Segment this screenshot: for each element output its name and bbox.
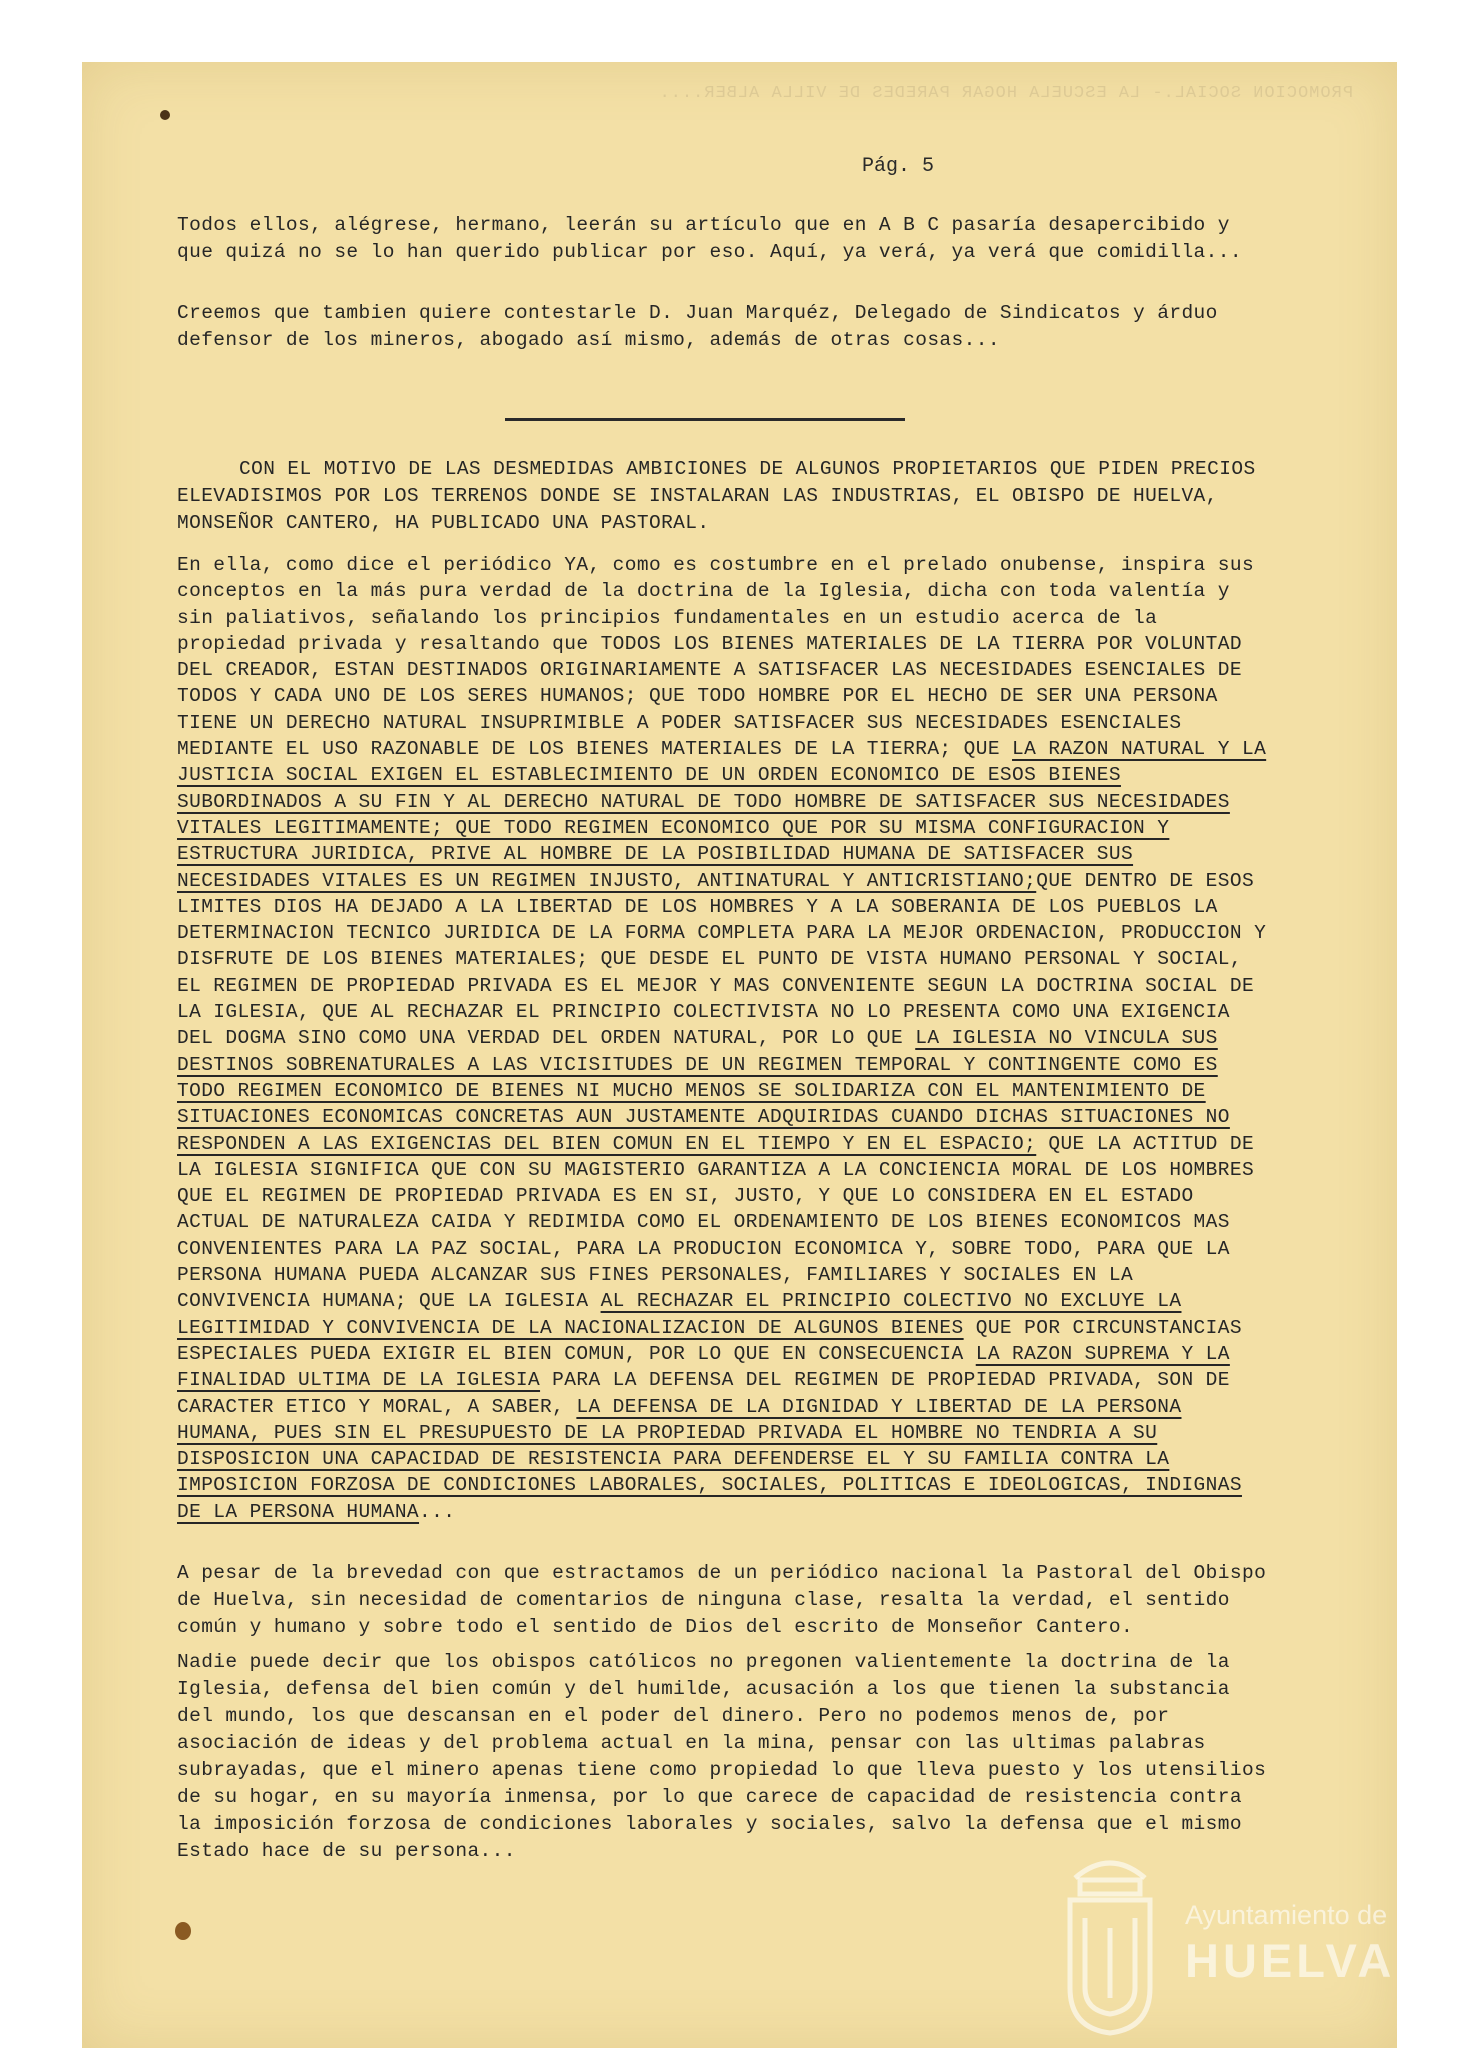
underlined-segment: LA IGLESIA NO VINCULA SUS DESTINOS SOBRENATURALES A LAS VICISITUDES DE UN REGIMEN TEMPORAL Y CONTINGENTE COMO ES TODO REGIMEN ECONOMICO DE BIENES NI MUCHO MENOS SE SOLIDARIZA CON EL MANTENIMIENTO DE SITUACIONES ECONOMICAS CONCRETAS AUN JUSTAMENTE ADQUIRIDAS CUANDO DICHAS SITUACIONES NO RESPONDEN A LAS EXIGENCIAS DEL BIEN COMUN EN EL TIEMPO Y EN EL ESPACIO; bbox=[177, 1027, 1230, 1155]
underlined-segment: LA RAZON NATURAL Y LA JUSTICIA SOCIAL EXIGEN EL ESTABLECIMIENTO DE UN ORDEN ECONOMICO DE ESOS BIENES SUBORDINADOS A SU FIN Y AL DERECHO NATURAL DE TODO HOMBRE DE SATISFACER SUS NECESIDADES VITALES LEGITIMAMENTE; QUE TODO REGIMEN ECONOMICO QUE POR SU MISMA CONFIGURACION Y ESTRUCTURA JURIDICA, PRIVE AL HOMBRE DE LA POSIBILIDAD HUMANA DE SATISFACER SUS NECESIDADES VITALES ES UN REGIMEN INJUSTO, ANTINATURAL Y ANTICRISTIANO; bbox=[177, 738, 1267, 892]
paragraph-text: Creemos que tambien quiere contestarle D. Juan Marquéz, Delegado de Sindicatos y árduo defensor de los mineros, abogado así mismo, además de otras cosas... bbox=[177, 302, 1218, 351]
quote-segment: QUE LA ACTITUD DE LA IGLESIA SIGNIFICA QUE CON SU MAGISTERIO GARANTIZA A LA CONCIENCIA MORAL DE LOS HOMBRES QUE EL REGIMEN DE PROPIEDAD PRIVADA ES EN SI, JUSTO, Y QUE LO CONSIDERA EN EL ESTADO ACTUAL DE NATURALEZA CAIDA Y REDIMIDA COMO EL ORDENAMIENTO DE LOS BIENES ECONOMICOS MAS CONVENIENTES PARA LA PAZ SOCIAL, PARA LA PRODUCION ECONOMICA Y, SOBRE TODO, PARA QUE LA PERSONA HUMANA PUEDA ALCANZAR SUS FINES PERSONALES, FAMILIARES Y SOCIALES EN LA CONVIVENCIA HUMANA; QUE LA IGLESIA bbox=[177, 1132, 1255, 1313]
paragraph-text: Todos ellos, alégrese, hermano, leerán su artículo que en A B C pasaría desapercibido y que quizá no se lo han querido publicar por eso. Aquí, ya verá, ya verá que comidilla... bbox=[177, 214, 1242, 263]
underlined-segment: LA RAZON SUPREMA Y LA FINALIDAD ULTIMA DE LA IGLESIA bbox=[177, 1342, 1230, 1392]
huelva-coat-of-arms-icon bbox=[1055, 1838, 1165, 2038]
paragraph-pastoral-quote bbox=[177, 552, 1267, 1525]
paragraph-text: A pesar de la brevedad con que estractamos de un periódico nacional la Pastoral del Obispo de Huelva, sin necesidad de comentarios de ninguna clase, resalta la verdad, el sentido común y humano y sobre todo el sentido de Dios del escrito de Monseñor Cantero. bbox=[177, 1562, 1267, 1638]
paragraph-text: Nadie puede decir que los obispos católicos no pregonen valientemente la doctrina de la Iglesia, defensa del bien común y del humilde, acusación a los que tienen la substancia del mundo, los que descansan en el poder del dinero. Pero no podemos menos de, por asociación de ideas y del problema actual en la mina, pensar con las ultimas palabras subrayadas, que el minero apenas tiene como propiedad lo que lleva puesto y los utensilios de su hogar, en su mayoría inmensa, por lo que carece de capacidad de resistencia contra la imposición forzosa de condiciones laborales y sociales, salvo la defensa que el mismo Estado hace de su persona... bbox=[177, 1651, 1267, 1862]
watermark-logo bbox=[1055, 1838, 1395, 2048]
watermark-line2: HUELVA bbox=[1185, 1934, 1396, 1987]
underlined-segment: LA DEFENSA DE LA DIGNIDAD Y LIBERTAD DE LA PERSONA HUMANA, PUES SIN EL PRESUPUESTO DE LA PROPIEDAD PRIVADA EL HOMBRE NO TENDRIA A SU DISPOSICION UNA CAPACIDAD DE RESISTENCIA PARA DEFENDERSE EL Y SU FAMILIA CONTRA LA IMPOSICION FORZOSA DE CONDICIONES LABORALES, SOCIALES, POLITICAS E IDEOLOGICAS, INDIGNAS DE LA PERSONA HUMANA bbox=[177, 1395, 1242, 1523]
paragraph-commentary bbox=[177, 1560, 1267, 1641]
page-number: Pág. 5 bbox=[862, 155, 935, 178]
pastoral-quote-body bbox=[177, 552, 1267, 1525]
paragraph-intro bbox=[177, 212, 1267, 266]
quote-segment: QUE POR CIRCUNSTANCIAS ESPECIALES PUEDA EXIGIR EL BIEN COMUN, POR LO QUE EN CONSECUENCIA bbox=[177, 1316, 1242, 1365]
quote-segment: QUE DENTRO DE ESOS LIMITES DIOS HA DEJADO A LA LIBERTAD DE LOS HOMBRES Y A LA SOBERANIA DE LOS PUEBLOS LA DETERMINACION TECNICO JURIDICA DE LA FORMA COMPLETA PARA LA MEJOR ORDENACION, PRODUCCION Y DISFRUTE DE LOS BIENES MATERIALES; QUE DESDE EL PUNTO DE VISTA HUMANO PERSONAL Y SOCIAL, EL REGIMEN DE PROPIEDAD PRIVADA ES EL MEJOR Y MAS CONVENIENTE SEGUN LA DOCTRINA SOCIAL DE LA IGLESIA, QUE AL RECHAZAR EL PRINCIPIO COLECTIVISTA NO LO PRESENTA COMO UNA EXIGENCIA DEL DOGMA SINO COMO UNA VERDAD DEL ORDEN NATURAL, POR LO QUE bbox=[177, 869, 1267, 1050]
paragraph-delegado bbox=[177, 300, 1267, 354]
quote-segment: ... bbox=[419, 1500, 456, 1523]
paragraph-closing bbox=[177, 1649, 1267, 1865]
section-divider bbox=[505, 418, 905, 421]
quote-segment: PARA LA DEFENSA DEL REGIMEN DE PROPIEDAD PRIVADA, SON DE CARACTER ETICO Y MORAL, A SABER, bbox=[177, 1369, 1230, 1418]
watermark-line1: Ayuntamiento de bbox=[1185, 1900, 1388, 1930]
stain-spot bbox=[175, 1922, 191, 1940]
paragraph-text: CON EL MOTIVO DE LAS DESMEDIDAS AMBICIONES DE ALGUNOS PROPIETARIOS QUE PIDEN PRECIOS ELEVADISIMOS POR LOS TERRENOS DONDE SE INSTALARAN LAS INDUSTRIAS, EL OBISPO DE HUELVA, MONSEÑOR CANTERO, HA PUBLICADO UNA PASTORAL. bbox=[177, 458, 1256, 534]
paragraph-headline bbox=[177, 456, 1267, 537]
quote-segment: En ella, como dice el periódico YA, como es costumbre en el prelado onubense, inspira sus conceptos en la más pura verdad de la doctrina de la Iglesia, dicha con toda valentía y sin paliativos, señalando los principios fundamentales en un estudio acerca de la propiedad privada y resaltando que TODOS LOS BIENES MATERIALES DE LA TIERRA POR VOLUNTAD DEL CREADOR, ESTAN DESTINADOS ORIGINARIAMENTE A SATISFACER LAS NECESIDADES ESENCIALES DE TODOS Y CADA UNO DE LOS SERES HUMANOS; QUE TODO HOMBRE POR EL HECHO DE SER UNA PERSONA TIENE UN DERECHO NATURAL INSUPRIMIBLE A PODER SATISFACER SUS NECESIDADES ESENCIALES MEDIANTE EL USO RAZONABLE DE LOS BIENES MATERIALES DE LA TIERRA; QUE bbox=[177, 554, 1255, 761]
ink-spot bbox=[160, 110, 170, 120]
bleed-through-text: PROMOCION SOCIAL.- LA ESCUELA HOGAR PAREDES DE VILLA ALBER.... bbox=[658, 84, 1353, 103]
underlined-segment: AL RECHAZAR EL PRINCIPIO COLECTIVO NO EXCLUYE LA LEGITIMIDAD Y CONVIVENCIA DE LA NACIONALIZACION DE ALGUNOS BIENES bbox=[177, 1290, 1182, 1339]
